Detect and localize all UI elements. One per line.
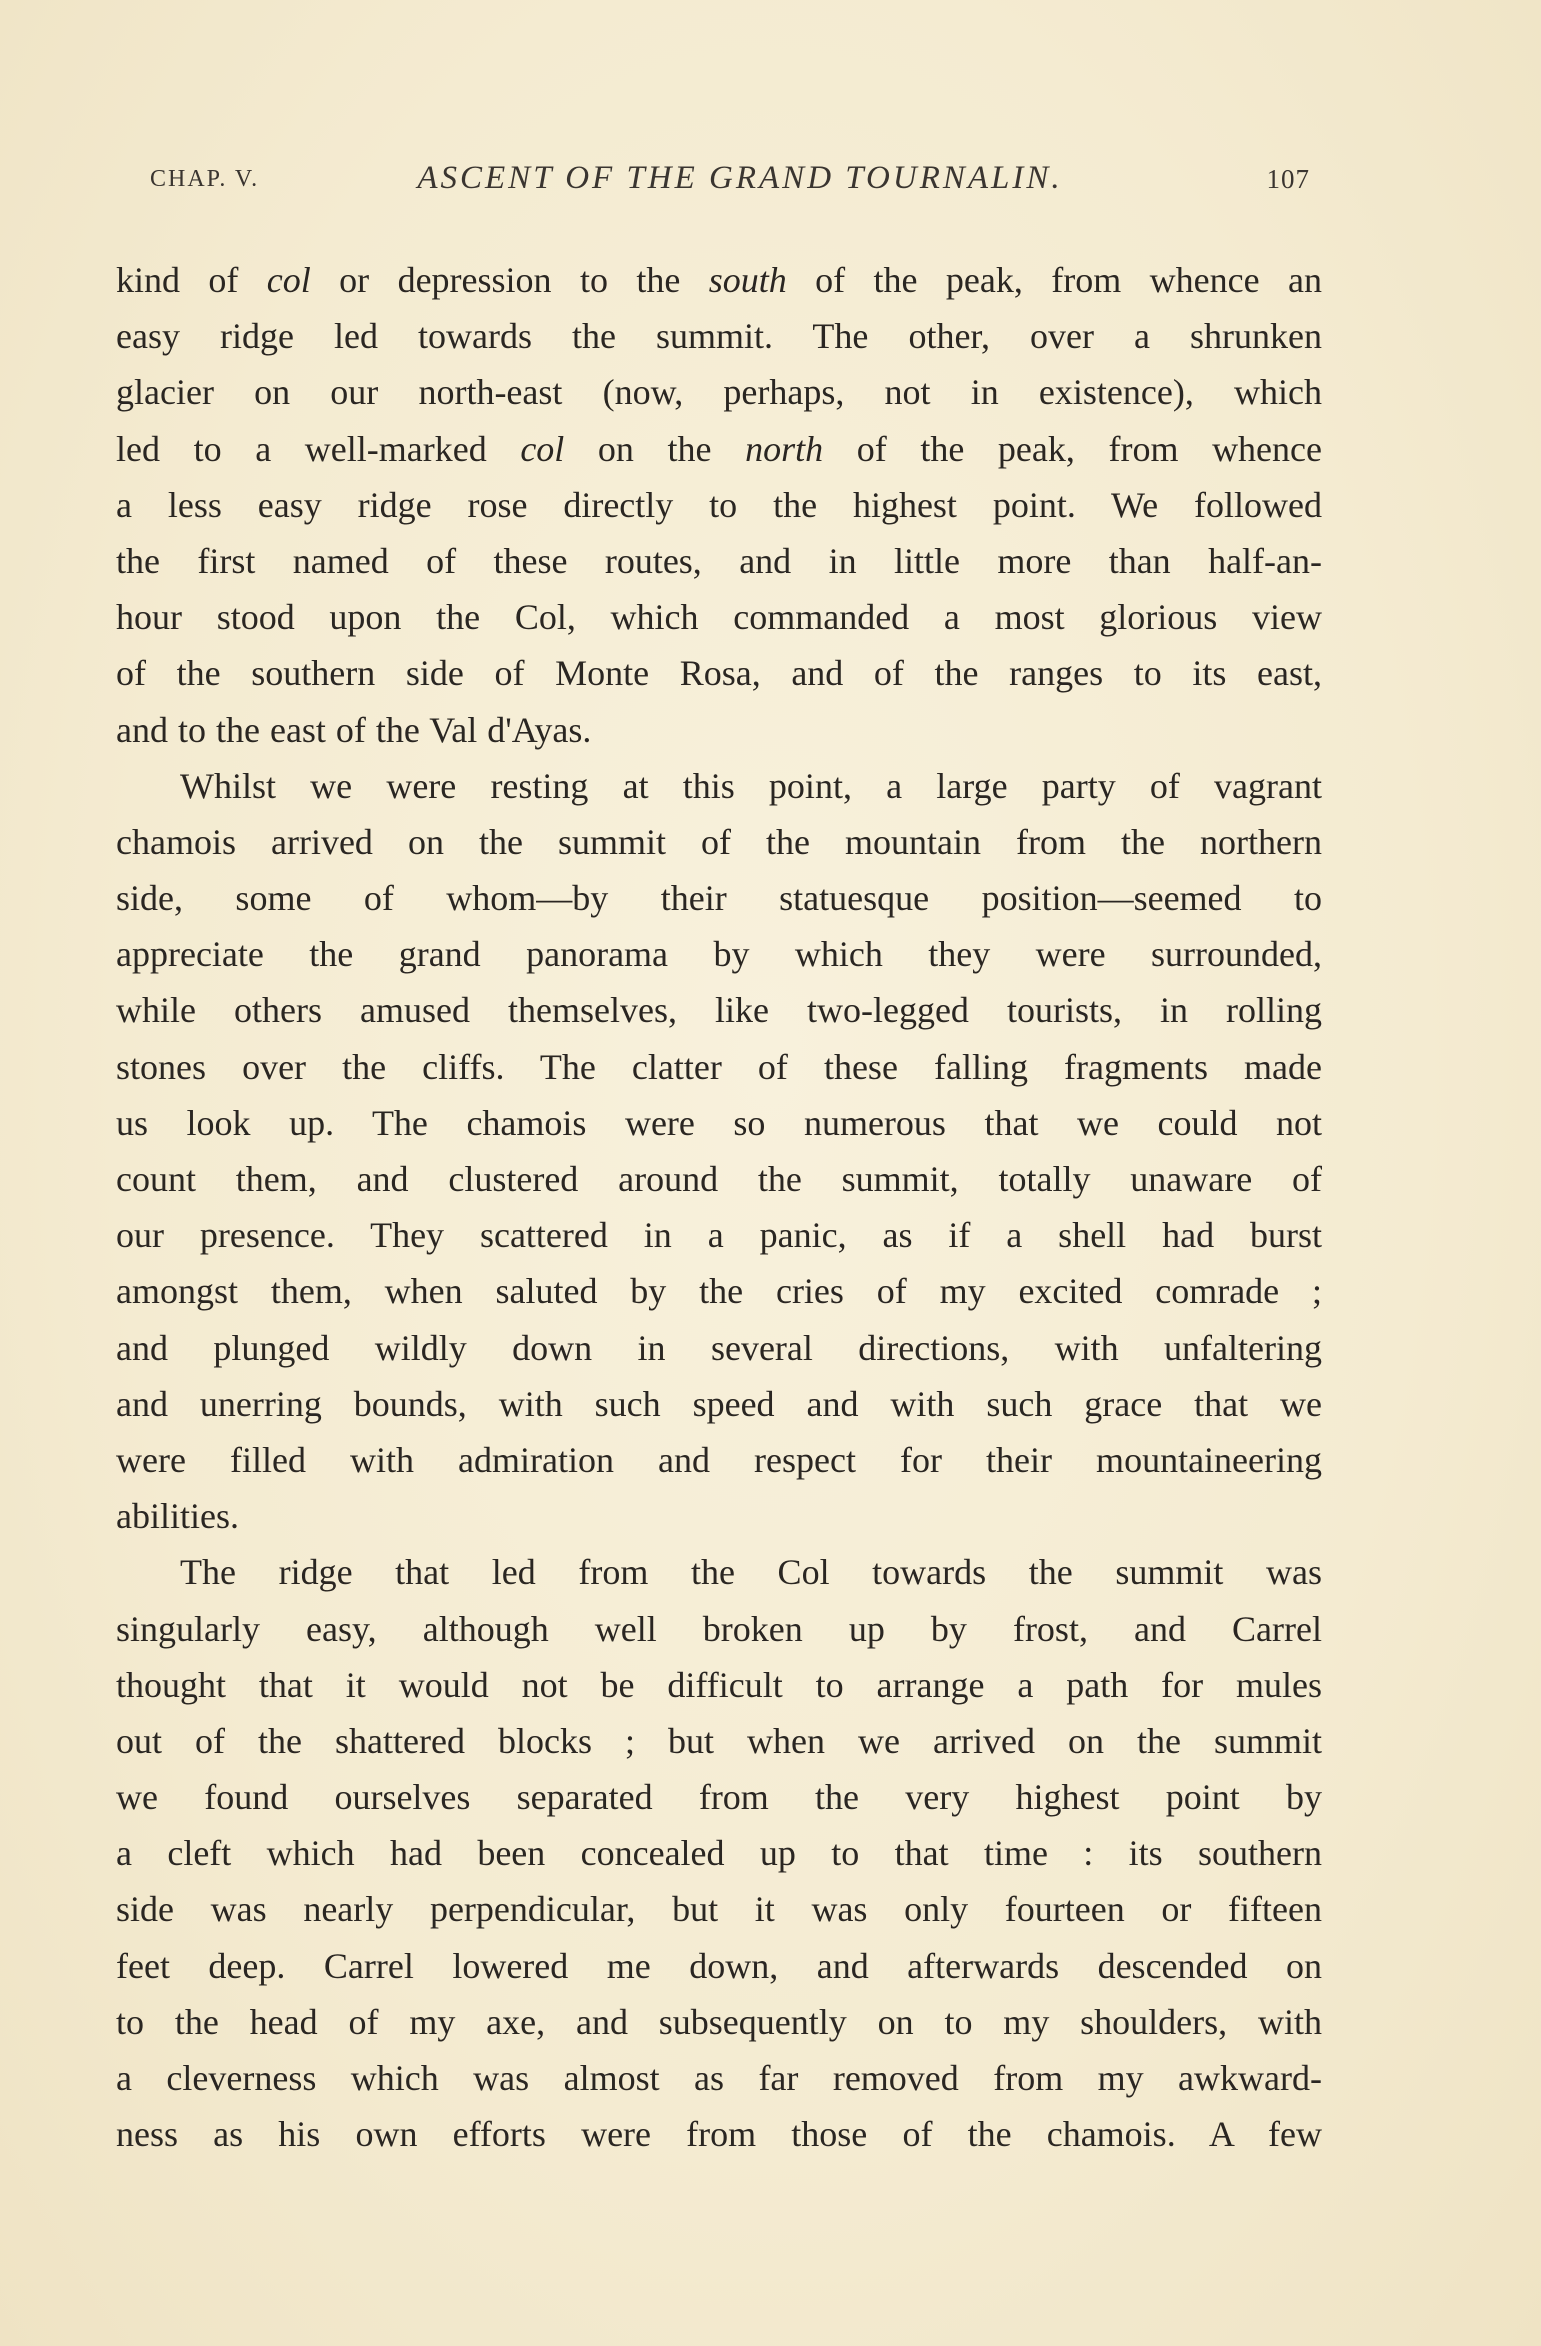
text-line — [116, 1657, 1322, 1713]
italic-word: south — [708, 260, 787, 300]
text-segment: amongst them, when saluted by the cries of my excited comrade ; — [116, 1271, 1322, 1312]
text-segment: easy ridge led towards the summit. The other, over a shrunken — [116, 316, 1322, 357]
text-segment: of the peak, from whence an — [786, 260, 1322, 300]
text-line — [116, 1320, 1322, 1376]
text-segment: kind of — [116, 260, 267, 300]
text-line — [116, 1095, 1322, 1151]
text-line — [116, 589, 1322, 645]
text-line — [116, 1039, 1322, 1095]
text-line — [116, 1825, 1322, 1881]
text-line — [116, 870, 1322, 926]
text-line — [116, 1881, 1322, 1937]
text-line — [116, 814, 1322, 870]
text-line — [116, 1544, 1322, 1600]
body-text — [116, 252, 1322, 2162]
text-line — [116, 758, 1322, 814]
text-line — [116, 1713, 1322, 1769]
text-line — [116, 1263, 1322, 1319]
text-line — [116, 1488, 1322, 1544]
text-line — [116, 1769, 1322, 1825]
text-line — [116, 364, 1322, 420]
text-segment: or depression to the — [310, 260, 709, 300]
text-segment: and to the east of the Val d'Ayas. — [116, 709, 592, 750]
italic-word: col — [266, 260, 311, 300]
text-segment: we found ourselves separated from the very highest point by — [116, 1777, 1322, 1818]
text-segment: and unerring bounds, with such speed and with such grace that we — [116, 1383, 1322, 1424]
text-segment: of the peak, from whence — [823, 428, 1322, 469]
text-segment: abilities. — [116, 1496, 239, 1537]
text-segment: and plunged wildly down in several directions, with unfaltering — [116, 1327, 1322, 1368]
running-head — [150, 160, 1310, 200]
text-line — [116, 1994, 1322, 2050]
text-segment: out of the shattered blocks ; but when we arrived on the summit — [116, 1720, 1322, 1761]
text-line — [116, 1938, 1322, 1994]
text-line — [116, 252, 1322, 308]
text-segment: singularly easy, although well broken up by frost, and Carrel — [116, 1608, 1322, 1649]
text-segment: The ridge that led from the Col towards the summit was — [180, 1552, 1322, 1593]
text-line — [116, 645, 1322, 701]
italic-word: col — [520, 428, 565, 469]
text-segment: glacier on our north-east (now, perhaps, not in existence), which — [116, 372, 1322, 413]
text-line — [116, 477, 1322, 533]
text-line — [116, 308, 1322, 364]
text-segment: to the head of my axe, and subsequently on to my shoulders, with — [116, 2001, 1322, 2042]
text-segment: appreciate the grand panorama by which they were surrounded, — [116, 934, 1322, 975]
text-line — [116, 1601, 1322, 1657]
text-segment: led to a well-marked — [116, 428, 521, 469]
text-segment: stones over the cliffs. The clatter of these falling fragments made — [116, 1046, 1322, 1087]
text-segment: Whilst we were resting at this point, a large party of vagrant — [180, 765, 1322, 806]
text-segment: of the southern side of Monte Rosa, and of the ranges to its east, — [116, 653, 1322, 694]
text-segment: count them, and clustered around the summit, totally unaware of — [116, 1159, 1322, 1199]
text-line — [116, 982, 1322, 1038]
text-line — [116, 533, 1322, 589]
chapter-title: ASCENT OF THE GRAND TOURNALIN. — [417, 160, 1063, 196]
text-segment: a less easy ridge rose directly to the highest point. We followed — [116, 484, 1322, 525]
text-line — [116, 1432, 1322, 1488]
text-line — [116, 1151, 1322, 1207]
text-segment: hour stood upon the Col, which commanded a most glorious view — [116, 597, 1322, 638]
text-line — [116, 421, 1322, 477]
text-segment: on the — [564, 428, 746, 469]
text-line — [116, 2050, 1322, 2106]
text-segment: were filled with admiration and respect for their mountaineering — [116, 1439, 1322, 1480]
text-segment: us look up. The chamois were so numerous that we could not — [116, 1102, 1322, 1143]
text-segment: our presence. They scattered in a panic, as if a shell had burst — [116, 1215, 1322, 1256]
text-line — [116, 926, 1322, 982]
text-segment: side, some of whom—by their statuesque position—seemed to — [116, 878, 1322, 919]
text-segment: thought that it would not be difficult to arrange a path for mules — [116, 1664, 1322, 1705]
text-line — [116, 1376, 1322, 1432]
text-segment: ness as his own efforts were from those of the chamois. A few — [116, 2114, 1322, 2155]
text-line — [116, 1207, 1322, 1263]
page-number: 107 — [1266, 164, 1310, 194]
text-segment: the first named of these routes, and in little more than half-an- — [116, 540, 1322, 581]
text-segment: while others amused themselves, like two-legged tourists, in rolling — [116, 990, 1322, 1031]
text-segment: feet deep. Carrel lowered me down, and afterwards descended on — [116, 1945, 1322, 1986]
text-segment: a cleverness which was almost as far removed from my awkward- — [116, 2058, 1322, 2098]
text-line — [116, 2106, 1322, 2162]
text-segment: side was nearly perpendicular, but it was only fourteen or fifteen — [116, 1889, 1322, 1930]
chapter-label: CHAP. V. — [150, 166, 260, 192]
text-line — [116, 702, 1322, 758]
text-segment: a cleft which had been concealed up to that time : its southern — [116, 1833, 1322, 1874]
text-segment: chamois arrived on the summit of the mountain from the northern — [116, 821, 1322, 862]
italic-word: north — [745, 428, 824, 469]
